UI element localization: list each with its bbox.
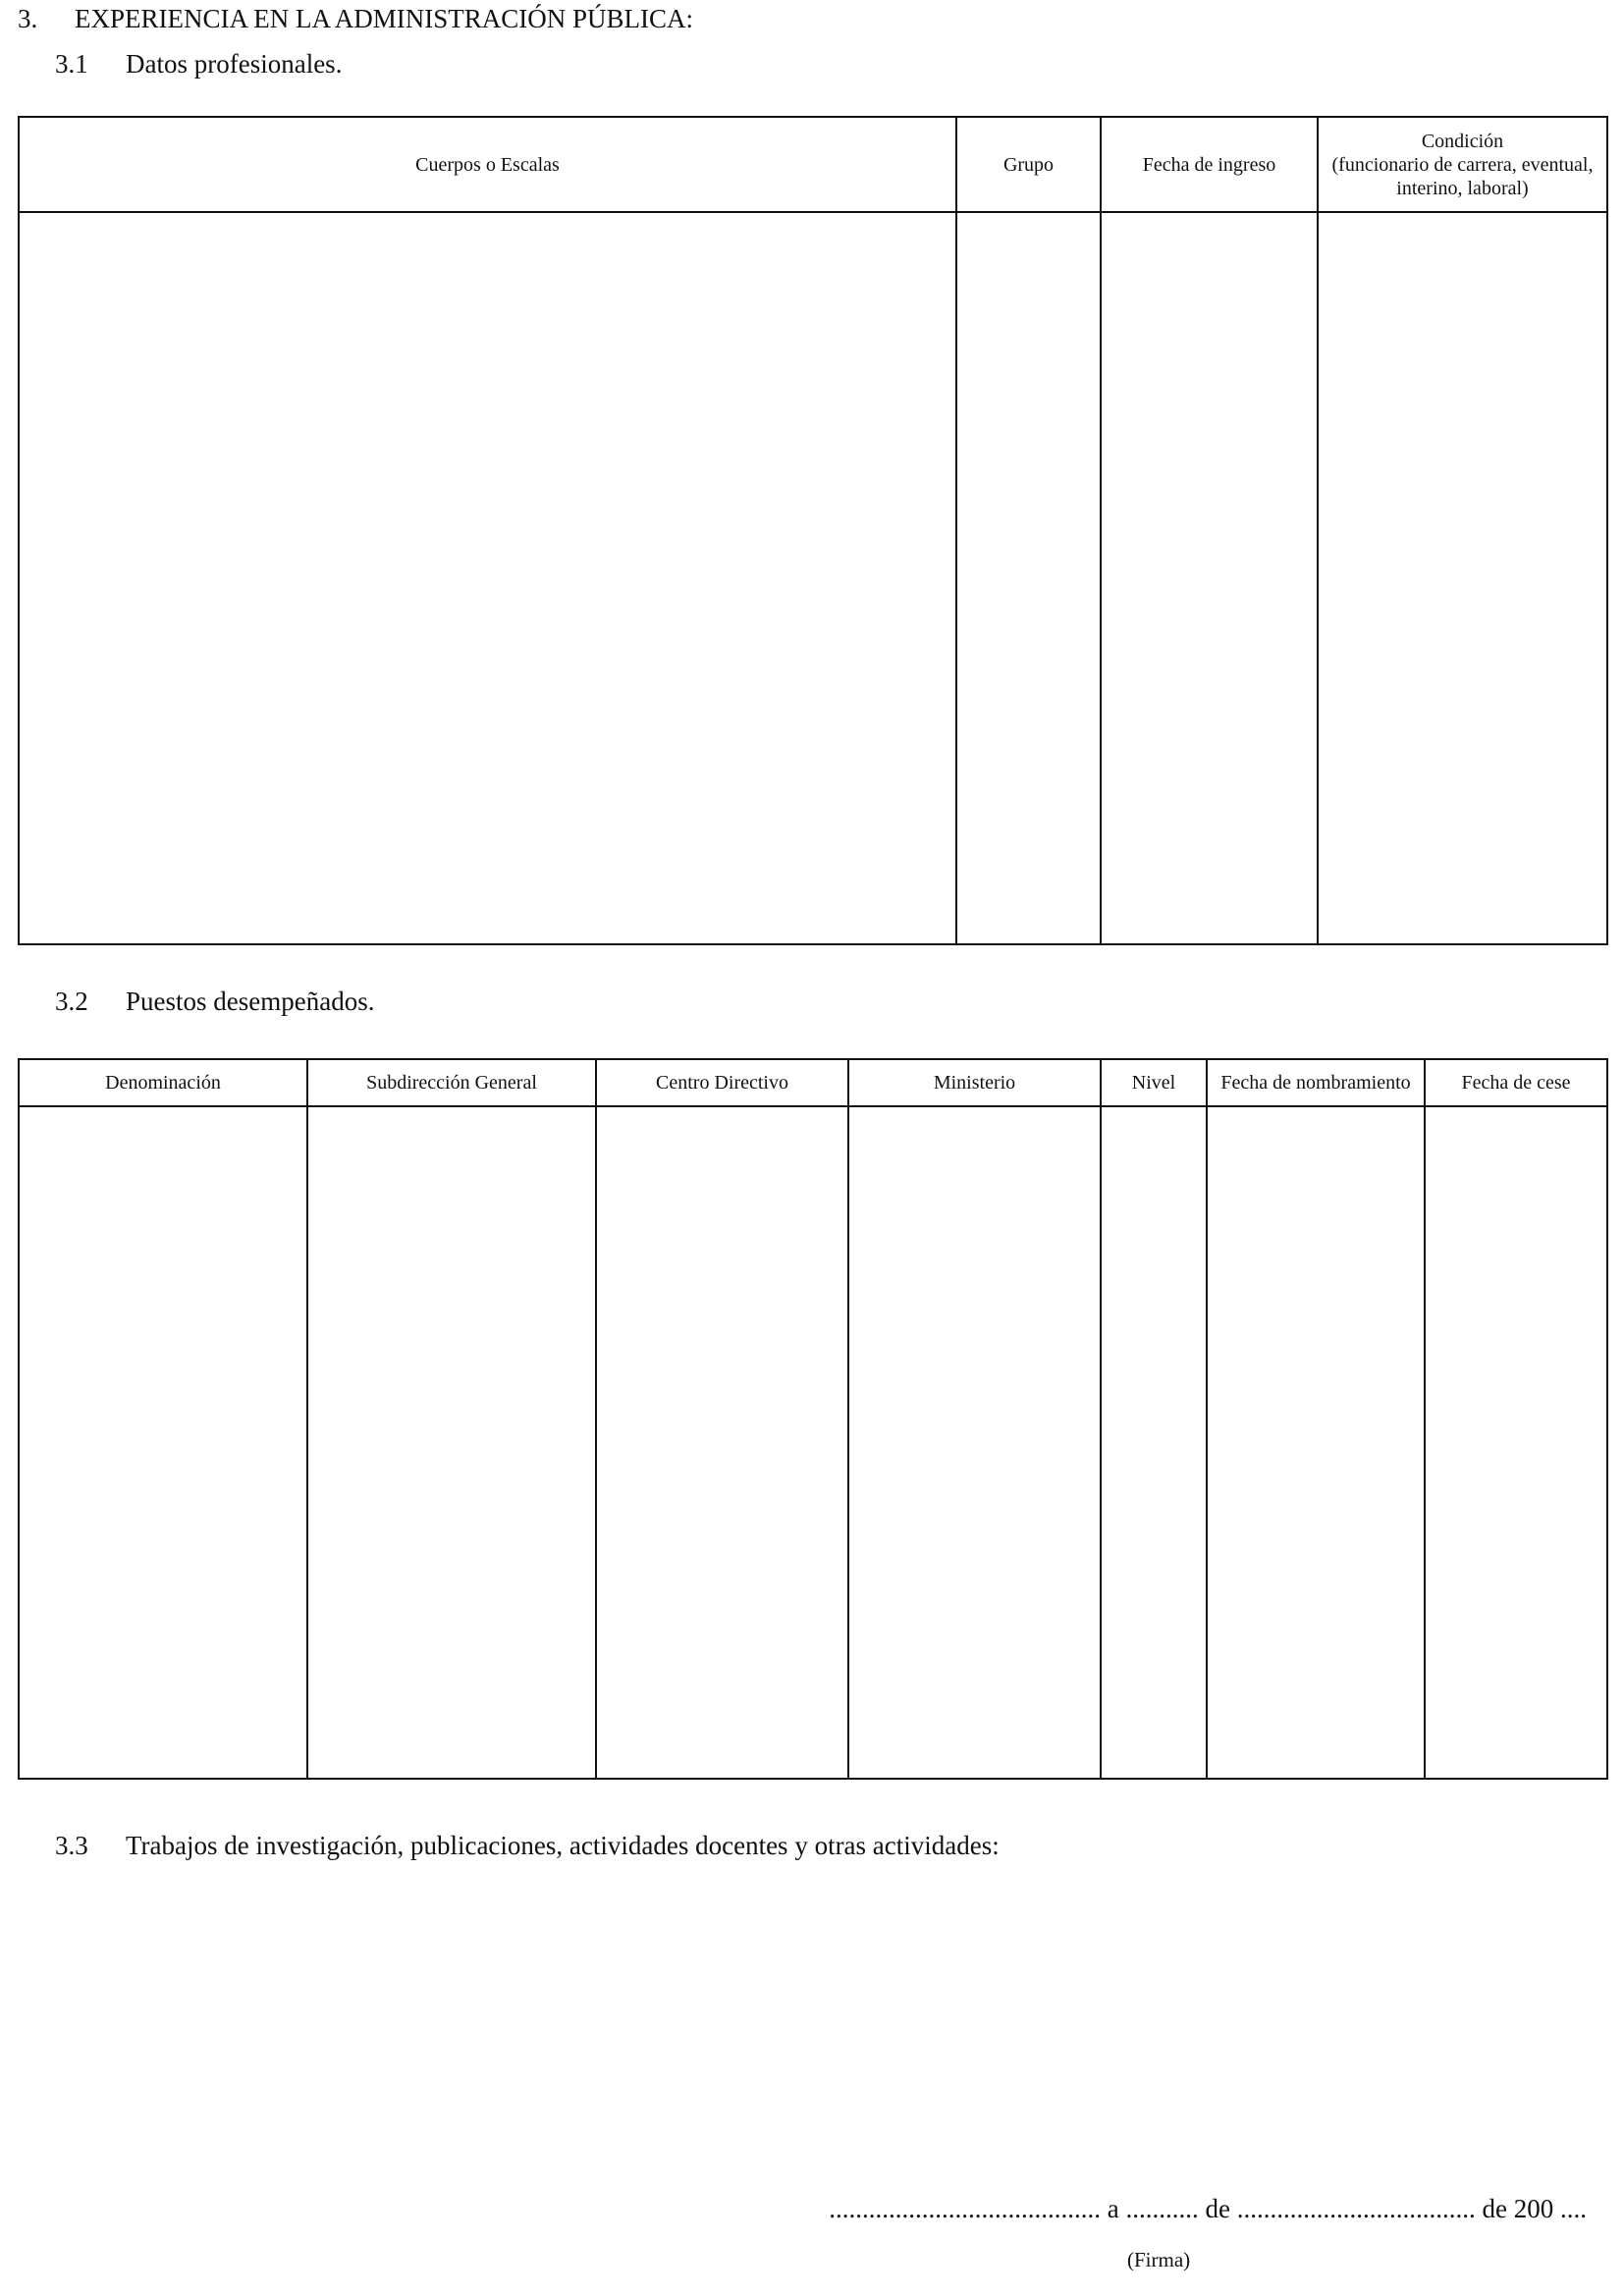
subsection-3-2-title: Puestos desempeñados. (126, 987, 375, 1016)
subsection-3-1-number: 3.1 (55, 49, 88, 79)
header-subdireccion-general: Subdirección General (307, 1059, 596, 1106)
header-denominacion: Denominación (19, 1059, 307, 1106)
header-condicion-line1: Condición (1421, 130, 1504, 152)
header-fecha-cese: Fecha de cese (1425, 1059, 1607, 1106)
table-header-row (19, 1059, 1607, 1106)
header-grupo: Grupo (956, 117, 1101, 212)
subsection-3-2-number: 3.2 (55, 987, 88, 1016)
cell-subdireccion-general[interactable] (307, 1106, 596, 1779)
subsection-3-1-title: Datos profesionales. (126, 49, 343, 79)
cell-centro-directivo[interactable] (596, 1106, 848, 1779)
subsection-3-2-heading (55, 987, 374, 1017)
header-fecha-nombramiento: Fecha de nombramiento (1207, 1059, 1425, 1106)
subsection-3-3-title: Trabajos de investigación, publicaciones, actividades docentes y otras actividades: (126, 1831, 1000, 1860)
section-number: 3. (18, 4, 38, 33)
header-cuerpos-escalas: Cuerpos o Escalas (19, 117, 956, 212)
subsection-3-1-heading (55, 49, 342, 80)
header-condicion-line2: (funcionario de carrera, eventual, (1331, 153, 1594, 176)
table-body-row (19, 1106, 1607, 1779)
datos-profesionales-table (18, 116, 1608, 945)
subsection-3-3-number: 3.3 (55, 1831, 88, 1860)
table-header-row (19, 117, 1607, 212)
section-title: EXPERIENCIA EN LA ADMINISTRACIÓN PÚBLICA: (75, 4, 694, 33)
puestos-desempenados-table (18, 1058, 1608, 1780)
header-condicion-line3: interino, laboral) (1396, 177, 1529, 199)
cell-condicion[interactable] (1318, 212, 1607, 944)
header-fecha-ingreso: Fecha de ingreso (1101, 117, 1318, 212)
cell-cuerpos-escalas[interactable] (19, 212, 956, 944)
header-centro-directivo: Centro Directivo (596, 1059, 848, 1106)
cell-fecha-ingreso[interactable] (1101, 212, 1318, 944)
signature-date-line: ......................................... a ........... de .................................... de 200 .... (829, 2194, 1587, 2223)
header-condicion (1318, 117, 1607, 212)
cell-ministerio[interactable] (848, 1106, 1101, 1779)
signature-firma-label: (Firma) (1127, 2248, 1191, 2271)
cell-fecha-cese[interactable] (1425, 1106, 1607, 1779)
header-nivel: Nivel (1101, 1059, 1207, 1106)
cell-fecha-nombramiento[interactable] (1207, 1106, 1425, 1779)
cell-nivel[interactable] (1101, 1106, 1207, 1779)
cell-grupo[interactable] (956, 212, 1101, 944)
table-body-row (19, 212, 1607, 944)
header-ministerio: Ministerio (848, 1059, 1101, 1106)
section-heading (18, 4, 693, 34)
subsection-3-3-heading (55, 1831, 1000, 1861)
cell-denominacion[interactable] (19, 1106, 307, 1779)
